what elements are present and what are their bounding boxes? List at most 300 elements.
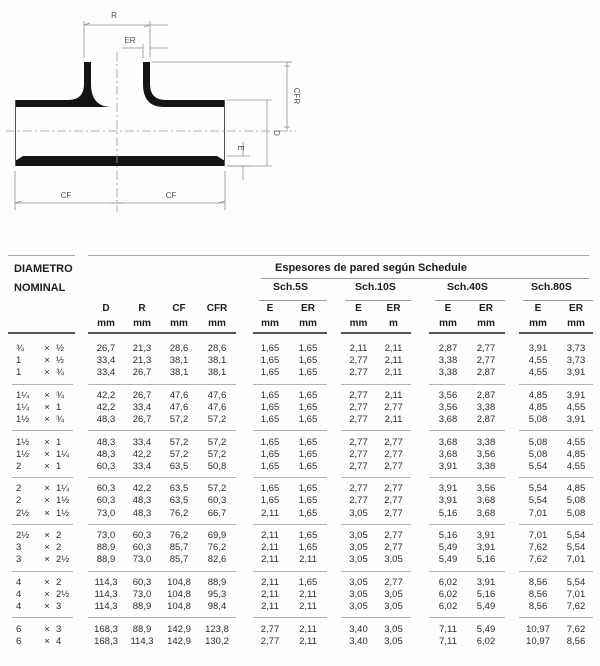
value-cell: 3,91	[566, 367, 586, 379]
unit-er-10s: m	[389, 318, 398, 329]
col-d: D	[102, 303, 110, 314]
value-cell: 8,56	[528, 588, 548, 600]
nominal-run-size: 4	[16, 576, 22, 588]
value-cell: 2,11	[299, 635, 317, 647]
value-cell: 3,56	[438, 401, 458, 413]
value-cell: 2,87	[476, 367, 496, 379]
value-cell: 1,65	[298, 483, 318, 495]
value-cell: 8,56	[528, 601, 548, 613]
value-cell: 3,56	[438, 389, 458, 401]
value-cell: 2,77	[349, 483, 368, 495]
value-cell: 73,0	[96, 507, 116, 519]
value-cell: 76,2	[169, 530, 189, 541]
nominal-run-size: 1½	[16, 414, 30, 426]
unit-cf: mm	[170, 318, 188, 329]
value-cell: 48,3	[96, 436, 116, 448]
value-cell: 1,65	[298, 414, 318, 426]
value-cell: 10,97	[526, 623, 550, 635]
rule	[341, 571, 411, 572]
rule	[341, 477, 411, 478]
times-symbol: ×	[44, 343, 50, 354]
nominal-size-cell	[0, 624, 88, 636]
rule	[253, 477, 327, 478]
rule	[8, 255, 75, 256]
value-cell: 57,2	[207, 414, 227, 426]
value-cell: 2,77	[476, 343, 496, 354]
value-cell: 3,68	[438, 448, 458, 460]
value-cell: 3,68	[438, 436, 458, 448]
rule	[253, 332, 327, 334]
table-row	[0, 530, 600, 542]
table-row	[0, 367, 600, 379]
value-cell: 1,65	[260, 401, 280, 413]
table-row	[0, 554, 600, 566]
value-cell: 48,3	[132, 495, 152, 507]
table-row	[0, 414, 600, 426]
value-cell: 2,11	[261, 507, 279, 519]
value-cell: 2,87	[476, 414, 496, 426]
value-cell: 2,77	[349, 367, 368, 379]
value-cell: 7,62	[566, 601, 586, 613]
value-cell: 3,91	[476, 530, 496, 541]
value-cell: 2,77	[260, 623, 280, 635]
nominal-size-cell	[0, 367, 88, 379]
rule	[12, 524, 73, 525]
unit-r: mm	[133, 318, 151, 329]
col-cf: CF	[172, 303, 186, 314]
unit-e-80s: mm	[529, 318, 547, 329]
rule	[429, 477, 505, 478]
value-cell: 8,56	[566, 635, 586, 647]
value-cell: 95,3	[207, 588, 227, 600]
col-cfr: CFR	[206, 303, 228, 314]
value-cell: 5,49	[438, 554, 458, 566]
value-cell: 4,85	[566, 448, 586, 460]
value-cell: 26,7	[96, 343, 116, 354]
rule	[12, 571, 73, 572]
dim-label-cfr: CFR	[292, 87, 301, 105]
nominal-branch-size: 1	[56, 436, 62, 448]
schedule-header: Espesores de pared según Schedule	[261, 259, 589, 279]
col-e-40s: E	[444, 303, 452, 314]
value-cell: 3,68	[438, 414, 458, 426]
value-cell: 3,73	[566, 343, 586, 354]
value-cell: 3,05	[384, 601, 403, 613]
value-cell: 3,91	[438, 483, 458, 495]
times-symbol: ×	[44, 483, 50, 495]
value-cell: 5,54	[566, 542, 586, 554]
value-cell: 76,2	[169, 507, 189, 519]
value-cell: 2,11	[261, 542, 279, 554]
value-cell: 1,65	[298, 436, 318, 448]
rule	[88, 524, 236, 525]
group-separator	[0, 520, 600, 530]
value-cell: 4,55	[566, 460, 586, 472]
table-row	[0, 483, 600, 495]
value-cell: 2,87	[476, 389, 496, 401]
col-r: R	[138, 303, 146, 314]
col-e-5s: E	[266, 303, 274, 314]
group-separator	[0, 426, 600, 436]
value-cell: 73,0	[96, 530, 116, 541]
value-cell: 142,9	[167, 635, 191, 647]
times-symbol: ×	[44, 530, 50, 541]
nominal-run-size: 4	[16, 601, 22, 613]
value-cell: 57,2	[207, 448, 227, 460]
dim-lines-cfr	[152, 62, 292, 131]
value-cell: 5,54	[528, 495, 548, 507]
table-row	[0, 577, 600, 589]
nominal-run-size: 4	[16, 588, 22, 600]
nominal-branch-size: ½	[56, 343, 64, 354]
value-cell: 4,55	[566, 401, 586, 413]
value-cell: 7,62	[528, 554, 548, 566]
value-cell: 5,08	[528, 436, 548, 448]
rule	[88, 332, 236, 334]
value-cell: 3,40	[349, 635, 368, 647]
tee-wall-right	[143, 62, 224, 107]
rule	[88, 617, 236, 618]
table-row	[0, 461, 600, 473]
value-cell: 2,77	[349, 355, 368, 367]
value-cell: 130,2	[205, 635, 229, 647]
value-cell: 2,77	[349, 436, 368, 448]
group-separator	[0, 380, 600, 390]
table-row	[0, 343, 600, 355]
value-cell: 33,4	[96, 367, 116, 379]
value-cell: 3,91	[528, 343, 548, 354]
value-cell: 5,49	[476, 601, 496, 613]
value-cell: 3,05	[349, 588, 368, 600]
value-cell: 5,54	[528, 483, 548, 495]
nominal-run-size: 2	[16, 495, 22, 507]
value-cell: 3,05	[349, 542, 368, 554]
value-cell: 60,3	[96, 483, 116, 495]
col-er-40s: ER	[479, 303, 493, 314]
value-cell: 28,6	[169, 343, 189, 354]
times-symbol: ×	[44, 436, 50, 448]
value-cell: 1,65	[260, 436, 280, 448]
value-cell: 2,77	[384, 495, 403, 507]
value-cell: 3,38	[438, 367, 458, 379]
diametro-title: DIAMETRO	[14, 263, 73, 275]
value-cell: 38,1	[169, 355, 189, 367]
value-cell: 2,77	[349, 448, 368, 460]
nominal-run-size: 1¼	[16, 389, 30, 401]
value-cell: 82,6	[207, 554, 227, 566]
unit-er-5s: mm	[299, 318, 317, 329]
value-cell: 123,8	[205, 623, 229, 635]
rule	[429, 332, 505, 334]
value-cell: 5,08	[528, 414, 548, 426]
times-symbol: ×	[44, 588, 50, 600]
value-cell: 76,2	[207, 542, 227, 554]
table-row	[0, 542, 600, 554]
value-cell: 2,11	[261, 530, 279, 541]
times-symbol: ×	[44, 635, 50, 647]
nominal-run-size: 1	[16, 355, 22, 367]
times-symbol: ×	[44, 542, 50, 554]
value-cell: 5,08	[566, 507, 586, 519]
value-cell: 2,11	[384, 414, 403, 426]
value-cell: 5,49	[476, 623, 496, 635]
value-cell: 42,2	[132, 483, 152, 495]
nominal-branch-size: 2½	[56, 588, 70, 600]
value-cell: 2,77	[349, 495, 368, 507]
value-cell: 4,55	[528, 367, 548, 379]
nominal-size-cell	[0, 589, 88, 601]
nominal-run-size: 3	[16, 542, 22, 554]
value-cell: 2,11	[299, 601, 317, 613]
rule	[253, 524, 327, 525]
value-cell: 3,56	[476, 448, 496, 460]
value-cell: 73,0	[132, 554, 152, 566]
col-e-10s: E	[355, 303, 362, 314]
value-cell: 57,2	[169, 448, 189, 460]
value-cell: 2,87	[438, 343, 458, 354]
nominal-branch-size: 1	[56, 401, 62, 413]
rule	[429, 524, 505, 525]
value-cell: 33,4	[132, 401, 152, 413]
value-cell: 8,56	[528, 576, 548, 588]
nominal-run-size: 6	[16, 635, 22, 647]
value-cell: 2,11	[384, 367, 403, 379]
rule	[519, 617, 593, 618]
rule	[88, 430, 236, 431]
value-cell: 69,9	[207, 530, 227, 541]
value-cell: 47,6	[207, 389, 227, 401]
nominal-size-cell	[0, 542, 88, 554]
value-cell: 3,40	[349, 623, 368, 635]
value-cell: 2,11	[384, 343, 403, 354]
group-separator	[0, 473, 600, 483]
value-cell: 104,8	[167, 601, 191, 613]
value-cell: 3,05	[384, 554, 403, 566]
value-cell: 3,05	[384, 588, 403, 600]
col-er-80s: ER	[569, 303, 583, 314]
table-row	[0, 355, 600, 367]
nominal-branch-size: 3	[56, 601, 62, 613]
times-symbol: ×	[44, 401, 50, 413]
value-cell: 42,2	[96, 389, 116, 401]
value-cell: 42,2	[96, 401, 116, 413]
value-cell: 66,7	[207, 507, 227, 519]
value-cell: 3,05	[349, 601, 368, 613]
rule	[429, 617, 505, 618]
value-cell: 168,3	[94, 623, 118, 635]
value-cell: 5,08	[528, 448, 548, 460]
nominal-run-size: 6	[16, 623, 22, 635]
unit-d: mm	[97, 318, 115, 329]
value-cell: 4,55	[566, 436, 586, 448]
value-cell: 5,16	[438, 530, 458, 541]
rule	[519, 430, 593, 431]
nominal-branch-size: 2	[56, 576, 62, 588]
times-symbol: ×	[44, 601, 50, 613]
times-symbol: ×	[44, 448, 50, 460]
value-cell: 114,3	[94, 576, 118, 588]
value-cell: 57,2	[169, 414, 189, 426]
times-symbol: ×	[44, 355, 50, 367]
value-cell: 3,73	[566, 355, 586, 367]
value-cell: 3,38	[476, 401, 496, 413]
dim-lines-cf	[15, 171, 225, 210]
tee-wall-bottom	[15, 156, 225, 166]
value-cell: 7,01	[566, 588, 586, 600]
value-cell: 4,85	[528, 389, 548, 401]
value-cell: 7,11	[439, 623, 457, 635]
value-cell: 21,3	[132, 355, 152, 367]
value-cell: 2,77	[349, 389, 368, 401]
table-row	[0, 589, 600, 601]
nominal-branch-size: ¾	[56, 367, 64, 379]
value-cell: 3,91	[476, 542, 496, 554]
nominal-size-cell	[0, 355, 88, 367]
nominal-size-cell	[0, 636, 88, 648]
value-cell: 21,3	[132, 343, 152, 354]
nominal-size-cell	[0, 437, 88, 449]
dim-label-r: R	[111, 11, 117, 20]
times-symbol: ×	[44, 460, 50, 472]
times-symbol: ×	[44, 576, 50, 588]
dim-label-e: E	[236, 145, 245, 151]
table-row	[0, 601, 600, 613]
dim-label-cf-right: CF	[165, 191, 177, 200]
value-cell: 2,11	[261, 601, 279, 613]
value-cell: 38,1	[207, 367, 227, 379]
rule	[429, 384, 505, 385]
times-symbol: ×	[44, 367, 50, 379]
value-cell: 48,3	[96, 414, 116, 426]
value-cell: 60,3	[96, 460, 116, 472]
nominal-branch-size: ½	[56, 355, 64, 367]
value-cell: 3,05	[384, 635, 403, 647]
value-cell: 3,68	[476, 507, 496, 519]
value-cell: 33,4	[96, 355, 116, 367]
value-cell: 60,3	[207, 495, 227, 507]
value-cell: 5,54	[528, 460, 548, 472]
rule	[8, 332, 75, 334]
value-cell: 60,3	[132, 576, 152, 588]
nominal-run-size: 1¼	[16, 401, 30, 413]
value-cell: 5,16	[438, 507, 458, 519]
table-rows	[0, 339, 600, 648]
nominal-run-size: 3	[16, 554, 22, 566]
rule	[341, 384, 411, 385]
times-symbol: ×	[44, 507, 50, 519]
value-cell: 1,65	[298, 389, 318, 401]
value-cell: 2,77	[384, 448, 403, 460]
value-cell: 6,02	[438, 576, 458, 588]
value-cell: 4,55	[528, 355, 548, 367]
table-row	[0, 449, 600, 461]
value-cell: 1,65	[260, 414, 280, 426]
times-symbol: ×	[44, 389, 50, 401]
value-cell: 28,6	[207, 343, 227, 354]
value-cell: 2,11	[384, 355, 403, 367]
nominal-size-cell	[0, 601, 88, 613]
nominal-branch-size: 1¼	[56, 483, 70, 495]
nominal-branch-size: 1¼	[56, 448, 70, 460]
value-cell: 3,38	[476, 460, 496, 472]
nominal-size-cell	[0, 577, 88, 589]
value-cell: 1,65	[298, 460, 318, 472]
nominal-branch-size: 3	[56, 623, 62, 635]
rule	[12, 617, 73, 618]
unit-e-10s: mm	[349, 318, 368, 329]
nominal-branch-size: ¾	[56, 389, 64, 401]
group-separator	[0, 613, 600, 623]
value-cell: 1,65	[298, 355, 318, 367]
rule	[519, 384, 593, 385]
nominal-run-size: 2½	[16, 507, 30, 519]
value-cell: 3,05	[349, 530, 368, 541]
sch-10s-header: Sch.10S	[345, 281, 411, 301]
nominal-run-size: 2½	[16, 530, 30, 541]
value-cell: 88,9	[132, 623, 152, 635]
table-header-row2	[0, 279, 600, 301]
rule	[253, 384, 327, 385]
value-cell: 7,01	[528, 507, 548, 519]
value-cell: 38,1	[169, 367, 189, 379]
value-cell: 1,65	[298, 401, 318, 413]
value-cell: 60,3	[132, 530, 152, 541]
value-cell: 2,11	[261, 588, 279, 600]
value-cell: 7,62	[528, 542, 548, 554]
rule	[253, 430, 327, 431]
value-cell: 104,8	[167, 576, 191, 588]
value-cell: 3,91	[438, 495, 458, 507]
value-cell: 5,54	[566, 530, 586, 541]
value-cell: 88,9	[96, 542, 116, 554]
rule	[341, 332, 411, 334]
dimension-table	[0, 255, 600, 648]
value-cell: 2,11	[261, 554, 279, 566]
value-cell: 6,02	[438, 588, 458, 600]
value-cell: 33,4	[132, 460, 152, 472]
nominal-size-cell	[0, 390, 88, 402]
nominal-run-size: 1½	[16, 448, 30, 460]
value-cell: 47,6	[169, 401, 189, 413]
value-cell: 7,01	[566, 554, 586, 566]
value-cell: 7,62	[566, 623, 586, 635]
unit-er-40s: mm	[477, 318, 495, 329]
rule	[519, 571, 593, 572]
value-cell: 2,77	[384, 401, 403, 413]
nominal-size-cell	[0, 530, 88, 542]
tee-wall-left	[16, 62, 112, 107]
table-header-row1	[0, 259, 600, 279]
value-cell: 26,7	[132, 367, 152, 379]
dim-label-d: D	[272, 130, 281, 136]
times-symbol: ×	[44, 623, 50, 635]
value-cell: 7,01	[528, 530, 548, 541]
nominal-branch-size: 1	[56, 460, 62, 472]
rule	[253, 571, 327, 572]
value-cell: 2,11	[384, 389, 403, 401]
rule	[12, 384, 73, 385]
value-cell: 26,7	[132, 389, 152, 401]
col-er-10s: ER	[386, 303, 401, 314]
col-e-80s: E	[534, 303, 542, 314]
value-cell: 63,5	[169, 460, 189, 472]
nominal-size-cell	[0, 402, 88, 414]
value-cell: 2,77	[384, 542, 403, 554]
value-cell: 5,54	[566, 576, 586, 588]
value-cell: 3,91	[438, 460, 458, 472]
nominal-branch-size: 2	[56, 542, 62, 554]
rule	[429, 571, 505, 572]
